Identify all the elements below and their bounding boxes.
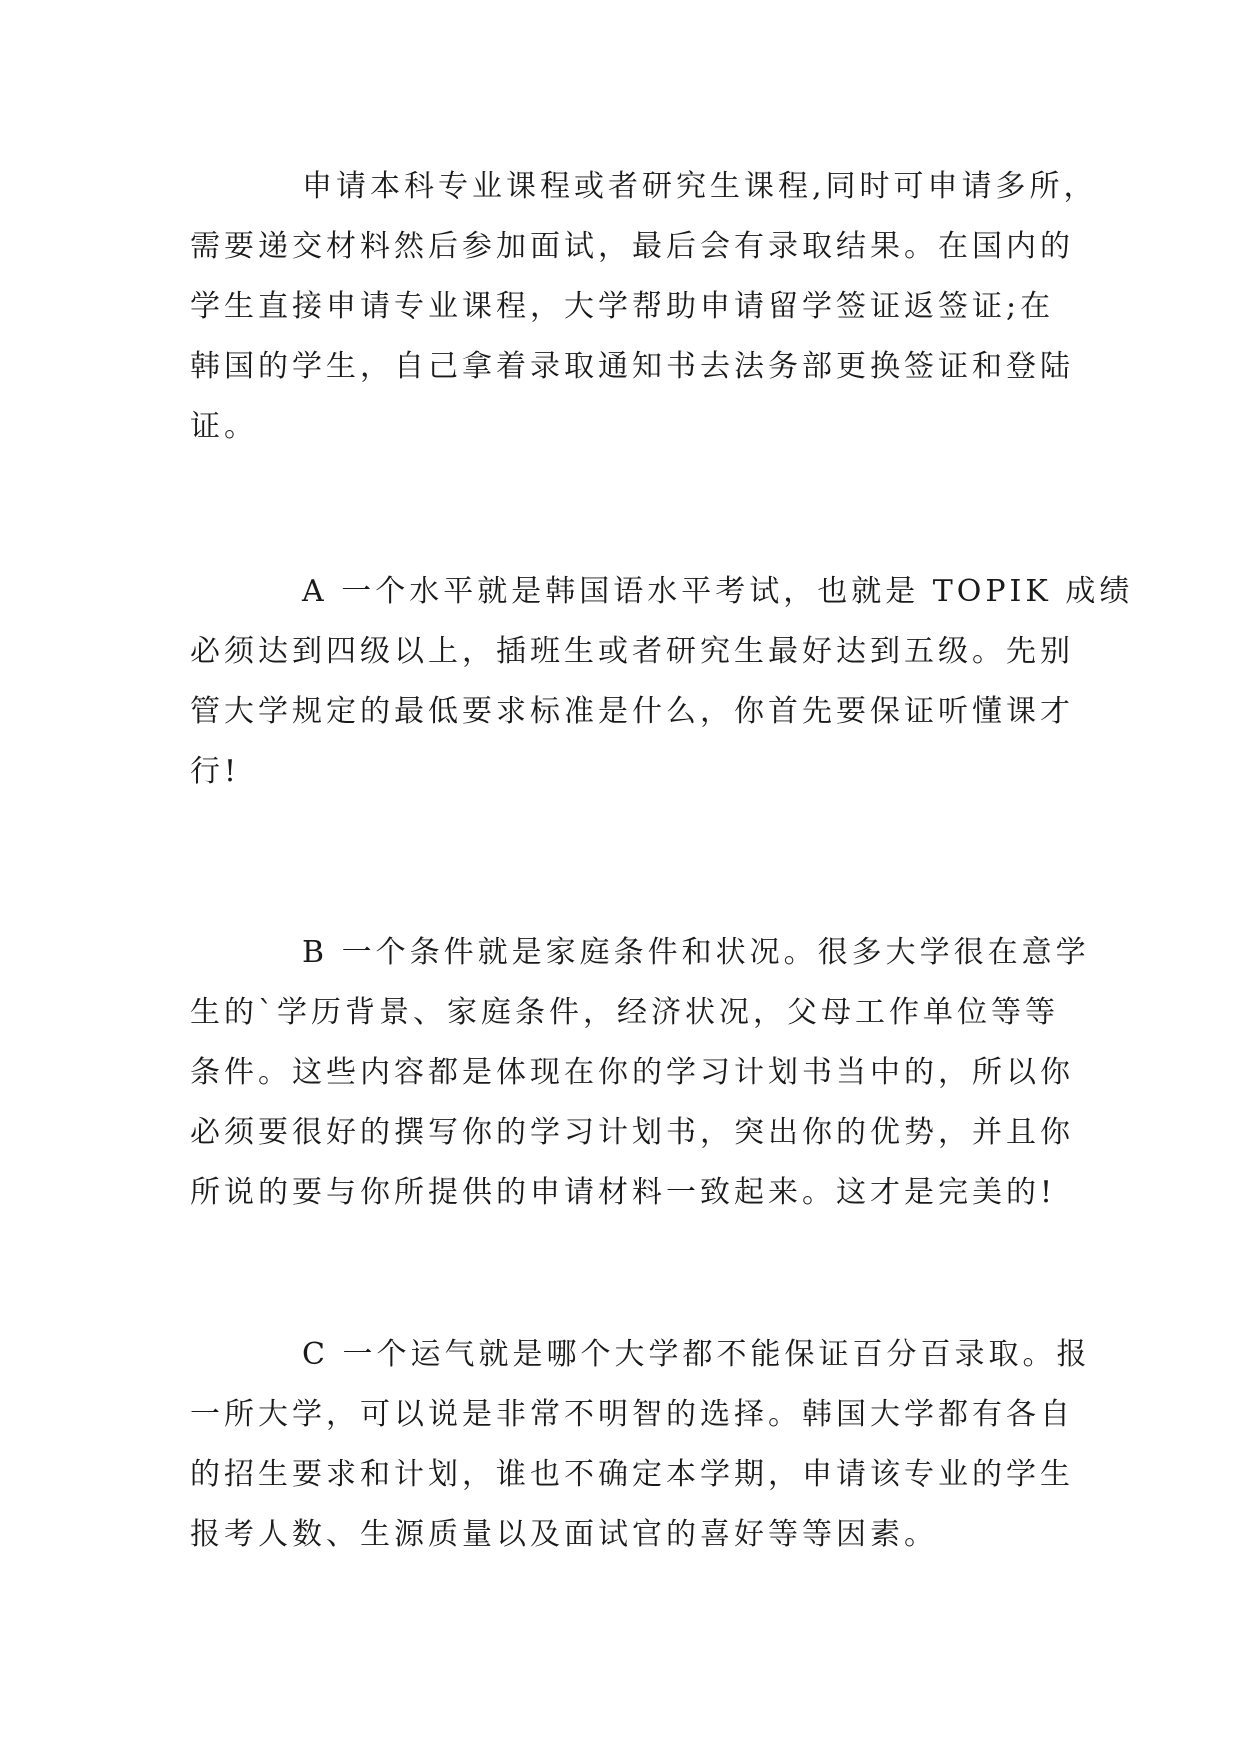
paragraph-luck (190, 1325, 1091, 1565)
paragraph-line: A 一个水平就是韩国语水平考试，也就是 TOPIK 成绩 (302, 574, 1134, 609)
paragraph-line: 学生直接申请专业课程，大学帮助申请留学签证返签证;在 (190, 289, 1055, 324)
paragraph-line: 需要递交材料然后参加面试，最后会有录取结果。在国内的 (190, 229, 1074, 264)
paragraph-line: 申请本科专业课程或者研究生课程,同时可申请多所， (302, 169, 1098, 204)
paragraph-line: 的招生要求和计划，谁也不确定本学期，申请该专业的学生 (190, 1457, 1074, 1492)
paragraph-line: 证。 (190, 409, 258, 444)
paragraph-application-process (190, 157, 1098, 457)
paragraph-family-conditions (190, 923, 1090, 1223)
paragraph-line: 行! (190, 754, 241, 789)
paragraph-line: C 一个运气就是哪个大学都不能保证百分百录取。报 (302, 1337, 1091, 1372)
paragraph-line: 报考人数、生源质量以及面试官的喜好等等因素。 (190, 1517, 938, 1552)
paragraph-line: 一所大学，可以说是非常不明智的选择。韩国大学都有各自 (190, 1397, 1074, 1432)
paragraph-line: 条件。这些内容都是体现在你的学习计划书当中的，所以你 (190, 1055, 1074, 1090)
paragraph-line: 韩国的学生，自己拿着录取通知书去法务部更换签证和登陆 (190, 349, 1074, 384)
paragraph-line: 所说的要与你所提供的申请材料一致起来。这才是完美的! (190, 1175, 1057, 1210)
paragraph-line: 必须达到四级以上，插班生或者研究生最好达到五级。先别 (190, 634, 1074, 669)
paragraph-language-level (190, 562, 1134, 802)
paragraph-line: 管大学规定的最低要求标准是什么，你首先要保证听懂课才 (190, 694, 1074, 729)
paragraph-line: 必须要很好的撰写你的学习计划书，突出你的优势，并且你 (190, 1115, 1074, 1150)
paragraph-line: 生的`学历背景、家庭条件，经济状况，父母工作单位等等 (190, 995, 1059, 1030)
paragraph-line: B 一个条件就是家庭条件和状况。很多大学很在意学 (302, 935, 1090, 970)
